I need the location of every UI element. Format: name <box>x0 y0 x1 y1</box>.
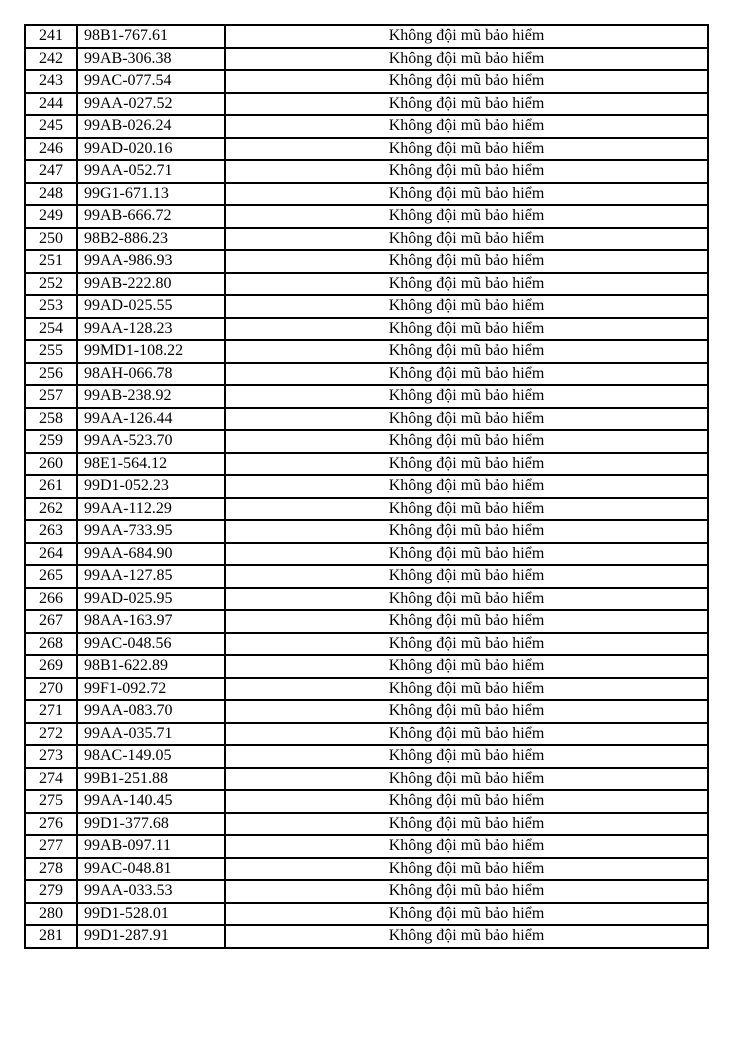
table-row <box>25 520 708 543</box>
license-plate-cell: 99AD-025.55 <box>77 295 225 318</box>
license-plate-cell: 99AB-306.38 <box>77 48 225 71</box>
license-plate-cell: 99AA-127.85 <box>77 565 225 588</box>
row-number-cell: 272 <box>25 723 77 746</box>
license-plate-cell: 98AC-149.05 <box>77 745 225 768</box>
row-number-cell: 274 <box>25 768 77 791</box>
license-plate-cell: 98B1-767.61 <box>77 25 225 48</box>
violation-cell: Không đội mũ bảo hiểm <box>225 93 708 116</box>
row-number-cell: 281 <box>25 925 77 948</box>
row-number-cell: 244 <box>25 93 77 116</box>
row-number-cell: 247 <box>25 160 77 183</box>
violation-cell: Không đội mũ bảo hiểm <box>225 588 708 611</box>
row-number-cell: 243 <box>25 70 77 93</box>
violation-cell: Không đội mũ bảo hiểm <box>225 48 708 71</box>
table-row <box>25 115 708 138</box>
row-number-cell: 266 <box>25 588 77 611</box>
row-number-cell: 276 <box>25 813 77 836</box>
violation-cell: Không đội mũ bảo hiểm <box>225 633 708 656</box>
table-row <box>25 138 708 161</box>
row-number-cell: 269 <box>25 655 77 678</box>
violation-cell: Không đội mũ bảo hiểm <box>225 700 708 723</box>
license-plate-cell: 99AC-077.54 <box>77 70 225 93</box>
violation-cell: Không đội mũ bảo hiểm <box>225 408 708 431</box>
license-plate-cell: 99D1-528.01 <box>77 903 225 926</box>
row-number-cell: 273 <box>25 745 77 768</box>
license-plate-cell: 98AA-163.97 <box>77 610 225 633</box>
row-number-cell: 254 <box>25 318 77 341</box>
table-row <box>25 723 708 746</box>
license-plate-cell: 99AA-986.93 <box>77 250 225 273</box>
violation-cell: Không đội mũ bảo hiểm <box>225 498 708 521</box>
violation-cell: Không đội mũ bảo hiểm <box>225 453 708 476</box>
violation-cell: Không đội mũ bảo hiểm <box>225 543 708 566</box>
license-plate-cell: 99AB-026.24 <box>77 115 225 138</box>
violation-cell: Không đội mũ bảo hiểm <box>225 160 708 183</box>
row-number-cell: 275 <box>25 790 77 813</box>
violation-cell: Không đội mũ bảo hiểm <box>225 520 708 543</box>
license-plate-cell: 99AD-020.16 <box>77 138 225 161</box>
table-body <box>25 25 708 948</box>
license-plate-cell: 99AA-733.95 <box>77 520 225 543</box>
violation-cell: Không đội mũ bảo hiểm <box>225 655 708 678</box>
license-plate-cell: 99AA-126.44 <box>77 408 225 431</box>
violations-table <box>24 24 709 949</box>
table-row <box>25 70 708 93</box>
license-plate-cell: 98E1-564.12 <box>77 453 225 476</box>
violation-cell: Không đội mũ bảo hiểm <box>225 430 708 453</box>
table-row <box>25 48 708 71</box>
violation-cell: Không đội mũ bảo hiểm <box>225 835 708 858</box>
row-number-cell: 262 <box>25 498 77 521</box>
table-row <box>25 183 708 206</box>
violation-cell: Không đội mũ bảo hiểm <box>225 858 708 881</box>
violation-cell: Không đội mũ bảo hiểm <box>225 115 708 138</box>
table-row <box>25 228 708 251</box>
table-row <box>25 588 708 611</box>
violation-cell: Không đội mũ bảo hiểm <box>225 205 708 228</box>
license-plate-cell: 99D1-287.91 <box>77 925 225 948</box>
license-plate-cell: 99AA-684.90 <box>77 543 225 566</box>
table-row <box>25 25 708 48</box>
license-plate-cell: 99AB-238.92 <box>77 385 225 408</box>
violation-cell: Không đội mũ bảo hiểm <box>225 813 708 836</box>
table-row <box>25 340 708 363</box>
violation-cell: Không đội mũ bảo hiểm <box>225 250 708 273</box>
license-plate-cell: 99D1-377.68 <box>77 813 225 836</box>
violation-cell: Không đội mũ bảo hiểm <box>225 295 708 318</box>
table-row <box>25 160 708 183</box>
row-number-cell: 255 <box>25 340 77 363</box>
row-number-cell: 246 <box>25 138 77 161</box>
table-row <box>25 813 708 836</box>
row-number-cell: 242 <box>25 48 77 71</box>
license-plate-cell: 99AA-033.53 <box>77 880 225 903</box>
license-plate-cell: 99AB-097.11 <box>77 835 225 858</box>
violation-cell: Không đội mũ bảo hiểm <box>225 138 708 161</box>
license-plate-cell: 98B2-886.23 <box>77 228 225 251</box>
table-row <box>25 385 708 408</box>
table-row <box>25 835 708 858</box>
violation-cell: Không đội mũ bảo hiểm <box>225 723 708 746</box>
table-row <box>25 273 708 296</box>
violation-cell: Không đội mũ bảo hiểm <box>225 385 708 408</box>
license-plate-cell: 99B1-251.88 <box>77 768 225 791</box>
license-plate-cell: 98B1-622.89 <box>77 655 225 678</box>
table-row <box>25 250 708 273</box>
row-number-cell: 263 <box>25 520 77 543</box>
table-row <box>25 700 708 723</box>
row-number-cell: 249 <box>25 205 77 228</box>
row-number-cell: 270 <box>25 678 77 701</box>
table-row <box>25 93 708 116</box>
violation-cell: Không đội mũ bảo hiểm <box>225 183 708 206</box>
license-plate-cell: 99AA-128.23 <box>77 318 225 341</box>
violation-cell: Không đội mũ bảo hiểm <box>225 25 708 48</box>
table-row <box>25 430 708 453</box>
table-row <box>25 453 708 476</box>
row-number-cell: 250 <box>25 228 77 251</box>
row-number-cell: 268 <box>25 633 77 656</box>
table-row <box>25 655 708 678</box>
row-number-cell: 278 <box>25 858 77 881</box>
license-plate-cell: 99AD-025.95 <box>77 588 225 611</box>
license-plate-cell: 98AH-066.78 <box>77 363 225 386</box>
license-plate-cell: 99F1-092.72 <box>77 678 225 701</box>
license-plate-cell: 99AA-112.29 <box>77 498 225 521</box>
row-number-cell: 280 <box>25 903 77 926</box>
table-row <box>25 205 708 228</box>
row-number-cell: 261 <box>25 475 77 498</box>
violation-cell: Không đội mũ bảo hiểm <box>225 565 708 588</box>
table-row <box>25 498 708 521</box>
row-number-cell: 253 <box>25 295 77 318</box>
row-number-cell: 271 <box>25 700 77 723</box>
table-row <box>25 858 708 881</box>
table-row <box>25 880 708 903</box>
table-row <box>25 318 708 341</box>
license-plate-cell: 99AA-052.71 <box>77 160 225 183</box>
table-row <box>25 610 708 633</box>
violation-cell: Không đội mũ bảo hiểm <box>225 925 708 948</box>
table-row <box>25 790 708 813</box>
row-number-cell: 248 <box>25 183 77 206</box>
table-row <box>25 363 708 386</box>
row-number-cell: 259 <box>25 430 77 453</box>
row-number-cell: 258 <box>25 408 77 431</box>
violation-cell: Không đội mũ bảo hiểm <box>225 610 708 633</box>
table-row <box>25 903 708 926</box>
license-plate-cell: 99D1-052.23 <box>77 475 225 498</box>
table-row <box>25 633 708 656</box>
violation-cell: Không đội mũ bảo hiểm <box>225 880 708 903</box>
table-row <box>25 295 708 318</box>
violation-cell: Không đội mũ bảo hiểm <box>225 228 708 251</box>
violation-cell: Không đội mũ bảo hiểm <box>225 790 708 813</box>
license-plate-cell: 99AA-083.70 <box>77 700 225 723</box>
row-number-cell: 251 <box>25 250 77 273</box>
violation-cell: Không đội mũ bảo hiểm <box>225 745 708 768</box>
violation-cell: Không đội mũ bảo hiểm <box>225 678 708 701</box>
table-row <box>25 475 708 498</box>
table-row <box>25 745 708 768</box>
violation-cell: Không đội mũ bảo hiểm <box>225 475 708 498</box>
row-number-cell: 257 <box>25 385 77 408</box>
license-plate-cell: 99AA-523.70 <box>77 430 225 453</box>
violation-cell: Không đội mũ bảo hiểm <box>225 903 708 926</box>
row-number-cell: 277 <box>25 835 77 858</box>
table-row <box>25 925 708 948</box>
table-row <box>25 768 708 791</box>
license-plate-cell: 99AA-027.52 <box>77 93 225 116</box>
violation-cell: Không đội mũ bảo hiểm <box>225 768 708 791</box>
violation-cell: Không đội mũ bảo hiểm <box>225 318 708 341</box>
license-plate-cell: 99AB-222.80 <box>77 273 225 296</box>
violation-cell: Không đội mũ bảo hiểm <box>225 70 708 93</box>
row-number-cell: 265 <box>25 565 77 588</box>
row-number-cell: 245 <box>25 115 77 138</box>
violation-cell: Không đội mũ bảo hiểm <box>225 340 708 363</box>
license-plate-cell: 99AA-035.71 <box>77 723 225 746</box>
row-number-cell: 256 <box>25 363 77 386</box>
license-plate-cell: 99MD1-108.22 <box>77 340 225 363</box>
row-number-cell: 267 <box>25 610 77 633</box>
row-number-cell: 252 <box>25 273 77 296</box>
violation-cell: Không đội mũ bảo hiểm <box>225 273 708 296</box>
table-row <box>25 408 708 431</box>
table-row <box>25 565 708 588</box>
license-plate-cell: 99G1-671.13 <box>77 183 225 206</box>
table-row <box>25 678 708 701</box>
violation-cell: Không đội mũ bảo hiểm <box>225 363 708 386</box>
license-plate-cell: 99AB-666.72 <box>77 205 225 228</box>
row-number-cell: 279 <box>25 880 77 903</box>
table-row <box>25 543 708 566</box>
row-number-cell: 241 <box>25 25 77 48</box>
row-number-cell: 260 <box>25 453 77 476</box>
license-plate-cell: 99AC-048.81 <box>77 858 225 881</box>
license-plate-cell: 99AA-140.45 <box>77 790 225 813</box>
row-number-cell: 264 <box>25 543 77 566</box>
license-plate-cell: 99AC-048.56 <box>77 633 225 656</box>
